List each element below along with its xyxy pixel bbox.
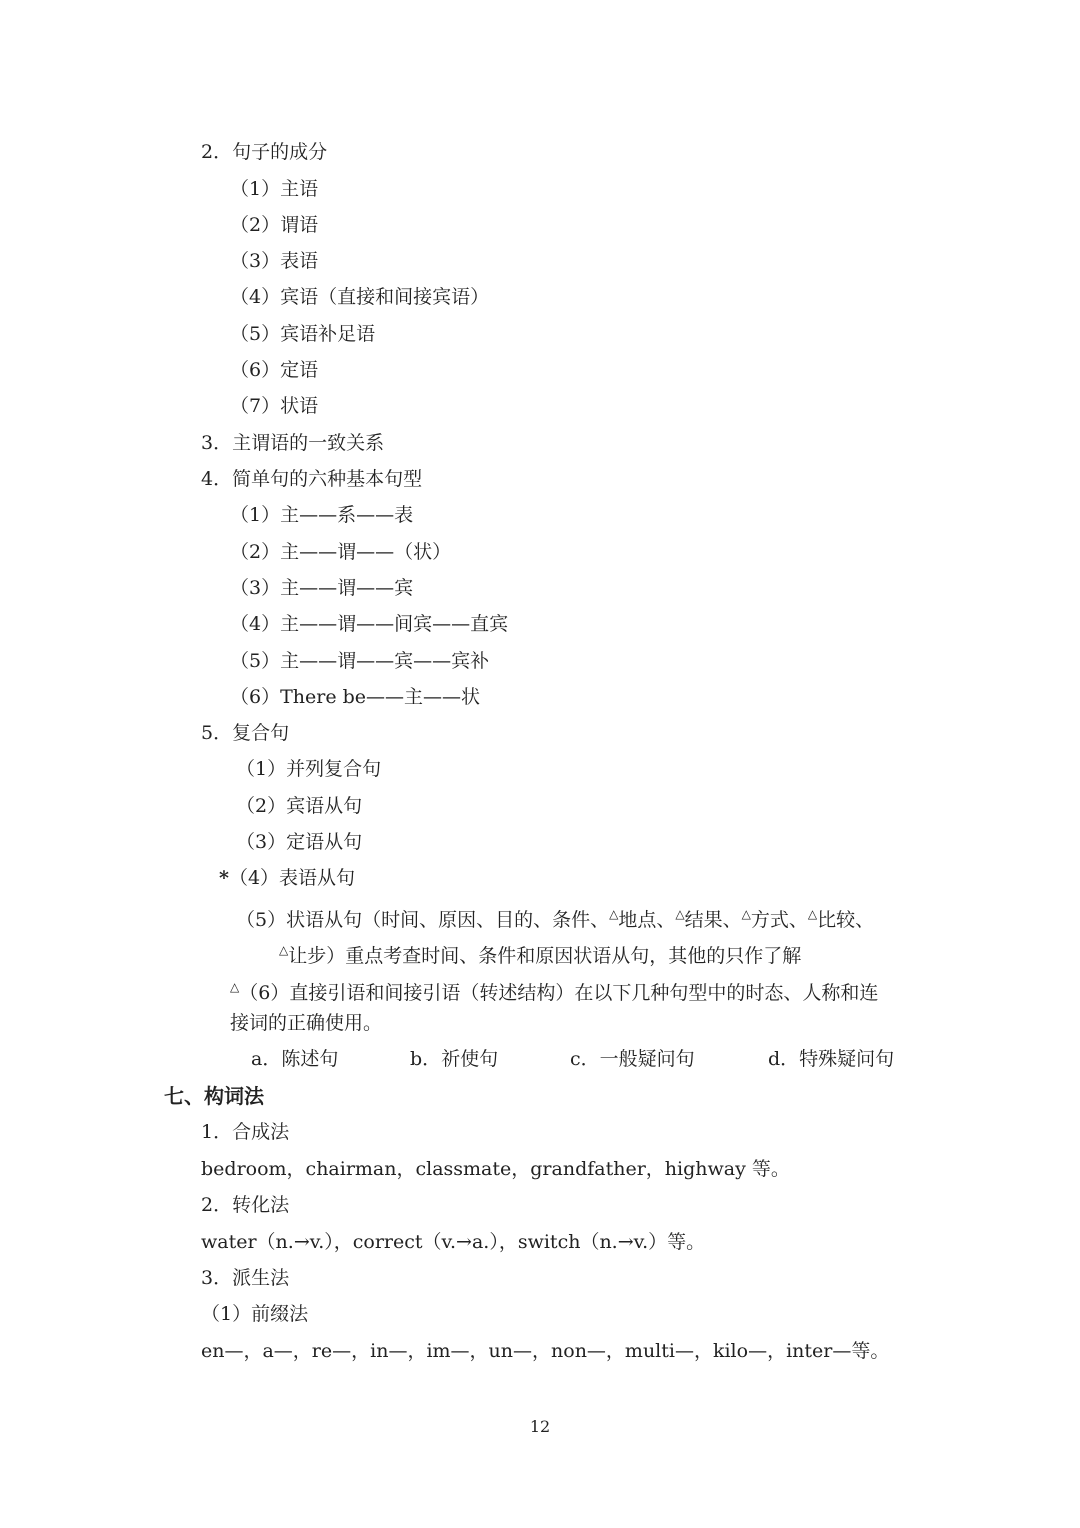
list-item: （3）定语从句	[236, 831, 363, 853]
triangle-icon: △	[609, 907, 619, 921]
section-title-word-formation: 七、构词法	[164, 1084, 264, 1108]
list-item-adverbial-clause	[236, 901, 874, 933]
heading-sentence-patterns: 4．简单句的六种基本句型	[201, 468, 423, 490]
sentence-type-a: a．陈述句	[251, 1048, 339, 1070]
list-item: （7）状语	[230, 395, 319, 417]
list-item-text: 让步）重点考查时间、条件和原因状语从句，其他的只作了解	[288, 945, 802, 967]
triangle-icon: △	[741, 907, 751, 921]
list-item: （2）主——谓——（状）	[230, 541, 452, 563]
list-item: （3）表语	[230, 250, 319, 272]
list-item-reported-speech	[230, 974, 878, 1006]
list-item-text: 地点、	[618, 909, 676, 931]
list-item: （4）主——谓——间宾——直宾	[230, 613, 509, 635]
sentence-type-b: b．祈使句	[410, 1048, 499, 1070]
heading-conversion: 2．转化法	[201, 1194, 290, 1216]
list-item: （6）There be——主——状	[230, 686, 481, 708]
heading-derivation: 3．派生法	[201, 1267, 290, 1289]
sentence-type-c: c．一般疑问句	[570, 1048, 695, 1070]
heading-compounding: 1．合成法	[201, 1121, 290, 1143]
list-item: （4）宾语（直接和间接宾语）	[230, 286, 490, 308]
list-item: （1）并列复合句	[236, 758, 382, 780]
triangle-icon: △	[675, 907, 685, 921]
list-item-text: 方式、	[750, 909, 808, 931]
list-item: （2）宾语从句	[236, 795, 363, 817]
triangle-icon: △	[807, 907, 818, 921]
sentence-type-d: d．特殊疑问句	[768, 1048, 895, 1070]
triangle-icon: △	[279, 943, 289, 957]
list-item: （5）主——谓——宾——宾补	[230, 650, 490, 672]
list-item: （3）主——谓——宾	[230, 577, 414, 599]
example-text: en—，a—，re—，in—，im—，un—，non—，multi—，kilo—，inter—等。	[201, 1340, 890, 1362]
list-item-text: （6）直接引语和间接引语（转述结构）在以下几种句型中的时态、人称和连	[239, 982, 879, 1004]
subheading-prefixes: （1）前缀法	[201, 1303, 309, 1325]
triangle-icon: △	[230, 980, 240, 994]
heading-sentence-components: 2．句子的成分	[201, 141, 328, 163]
list-item	[219, 865, 355, 891]
list-item: （5）宾语补足语	[230, 323, 376, 345]
heading-subject-verb-agreement: 3．主谓语的一致关系	[201, 432, 385, 454]
list-item-continuation: 接词的正确使用。	[230, 1012, 383, 1034]
list-item: （1）主——系——表	[230, 504, 414, 526]
list-item: （6）定语	[230, 359, 319, 381]
list-item-text: （4）表语从句	[228, 867, 356, 889]
page-number: 12	[529, 1417, 551, 1436]
example-text: water（n.→v.），correct（v.→a.），switch（n.→v.）等。	[201, 1231, 706, 1253]
list-item-continuation	[279, 937, 801, 969]
heading-complex-sentences: 5．复合句	[201, 722, 290, 744]
asterisk-marker: *	[219, 867, 229, 889]
list-item-text: （5）状语从句（时间、原因、目的、条件、	[236, 909, 610, 931]
example-text: bedroom，chairman，classmate，grandfather，highway 等。	[201, 1158, 790, 1180]
list-item-text: 比较、	[817, 909, 875, 931]
list-item: （1）主语	[230, 178, 319, 200]
list-item: （2）谓语	[230, 214, 319, 236]
list-item-text: 结果、	[684, 909, 742, 931]
